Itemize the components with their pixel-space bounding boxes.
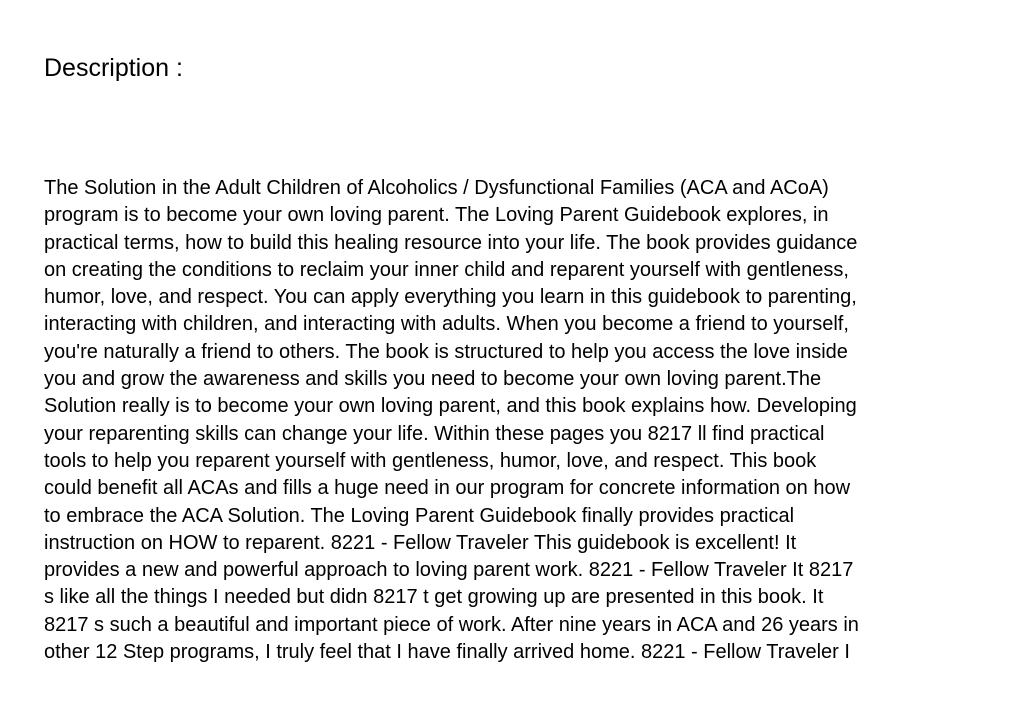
page-heading: Description : [44, 54, 183, 82]
paragraph-line: tools to help you reparent yourself with gentleness, humor, love, and respect. This book [44, 449, 817, 472]
paragraph-line: could benefit all ACAs and fills a huge need in our program for concrete information on how [44, 477, 851, 500]
paragraph-line: program is to become your own loving parent. The Loving Parent Guidebook explores, in [44, 204, 829, 227]
paragraph-line: on creating the conditions to reclaim your inner child and reparent yourself with gentleness, [44, 258, 849, 281]
paragraph-line: other 12 Step programs, I truly feel that I have finally arrived home. 8221 - Fellow Traveler I [44, 641, 850, 664]
paragraph-line: your reparenting skills can change your life. Within these pages you 8217 ll find practical [44, 422, 825, 445]
paragraph-line: s like all the things I needed but didn 8217 t get growing up are presented in this book. It [44, 586, 824, 609]
paragraph-line: practical terms, how to build this healing resource into your life. The book provides guidance [44, 231, 858, 254]
paragraph-line: 8217 s such a beautiful and important piece of work. After nine years in ACA and 26 years in [44, 613, 859, 636]
paragraph-line: Solution really is to become your own loving parent, and this book explains how. Developing [44, 395, 857, 418]
paragraph-line: to embrace the ACA Solution. The Loving Parent Guidebook finally provides practical [44, 504, 795, 527]
paragraph-line: you're naturally a friend to others. The book is structured to help you access the love inside [44, 340, 848, 363]
paragraph-line: instruction on HOW to reparent. 8221 - Fellow Traveler This guidebook is excellent! It [44, 531, 797, 554]
paragraph-line: The Solution in the Adult Children of Alcoholics / Dysfunctional Families (ACA and ACoA) [44, 177, 829, 199]
paragraph-line: humor, love, and respect. You can apply everything you learn in this guidebook to parenting, [44, 286, 857, 309]
description-paragraph [44, 175, 1004, 666]
paragraph-line: interacting with children, and interacting with adults. When you become a friend to yourself, [44, 313, 849, 336]
paragraph-line: you and grow the awareness and skills you need to become your own loving parent.The [44, 368, 822, 391]
paragraph-line: provides a new and powerful approach to loving parent work. 8221 - Fellow Traveler It 8217 [44, 559, 854, 582]
